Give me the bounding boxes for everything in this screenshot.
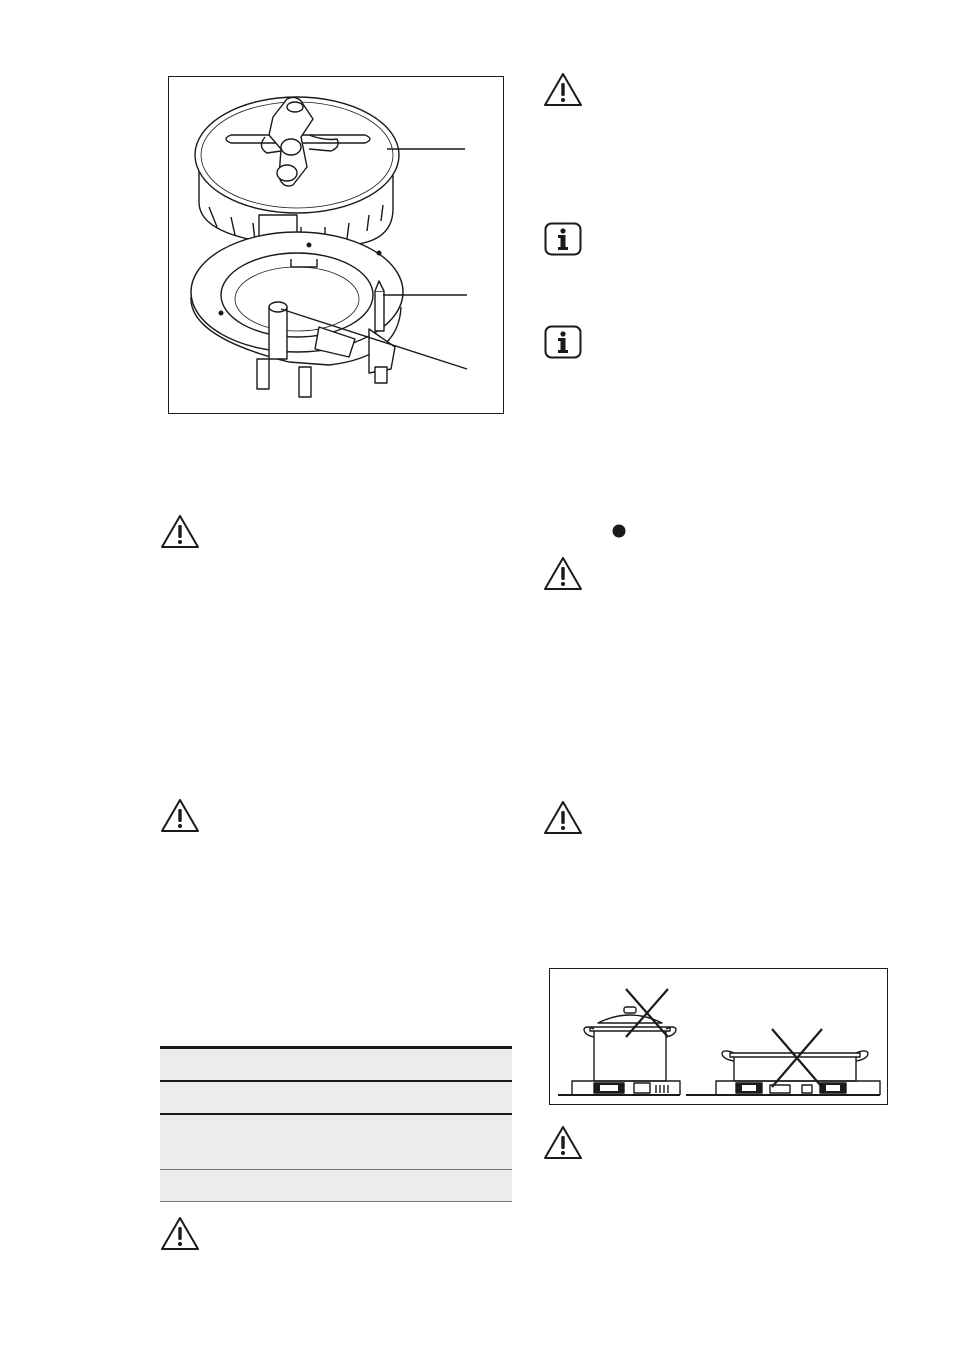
warning-triangle-icon [543,72,583,108]
cookware-incorrect-diagram [550,969,889,1106]
warning-triangle-icon [543,1125,583,1161]
bullet-dot-icon [611,523,627,539]
warning-triangle-icon [160,1216,200,1252]
info-i-icon [544,325,582,359]
warning-triangle-icon [543,556,583,592]
table-row [160,1082,512,1113]
burner-exploded-diagram [169,77,505,415]
warning-triangle-icon [160,514,200,550]
table-row [160,1170,512,1201]
info-i-icon [544,222,582,256]
table-bottom-rule [160,1201,512,1202]
warning-triangle-icon [160,798,200,834]
table-row [160,1049,512,1080]
warning-triangle-icon [543,800,583,836]
burner-figure [168,76,504,414]
cookware-figure [549,968,888,1105]
table-row [160,1115,512,1169]
